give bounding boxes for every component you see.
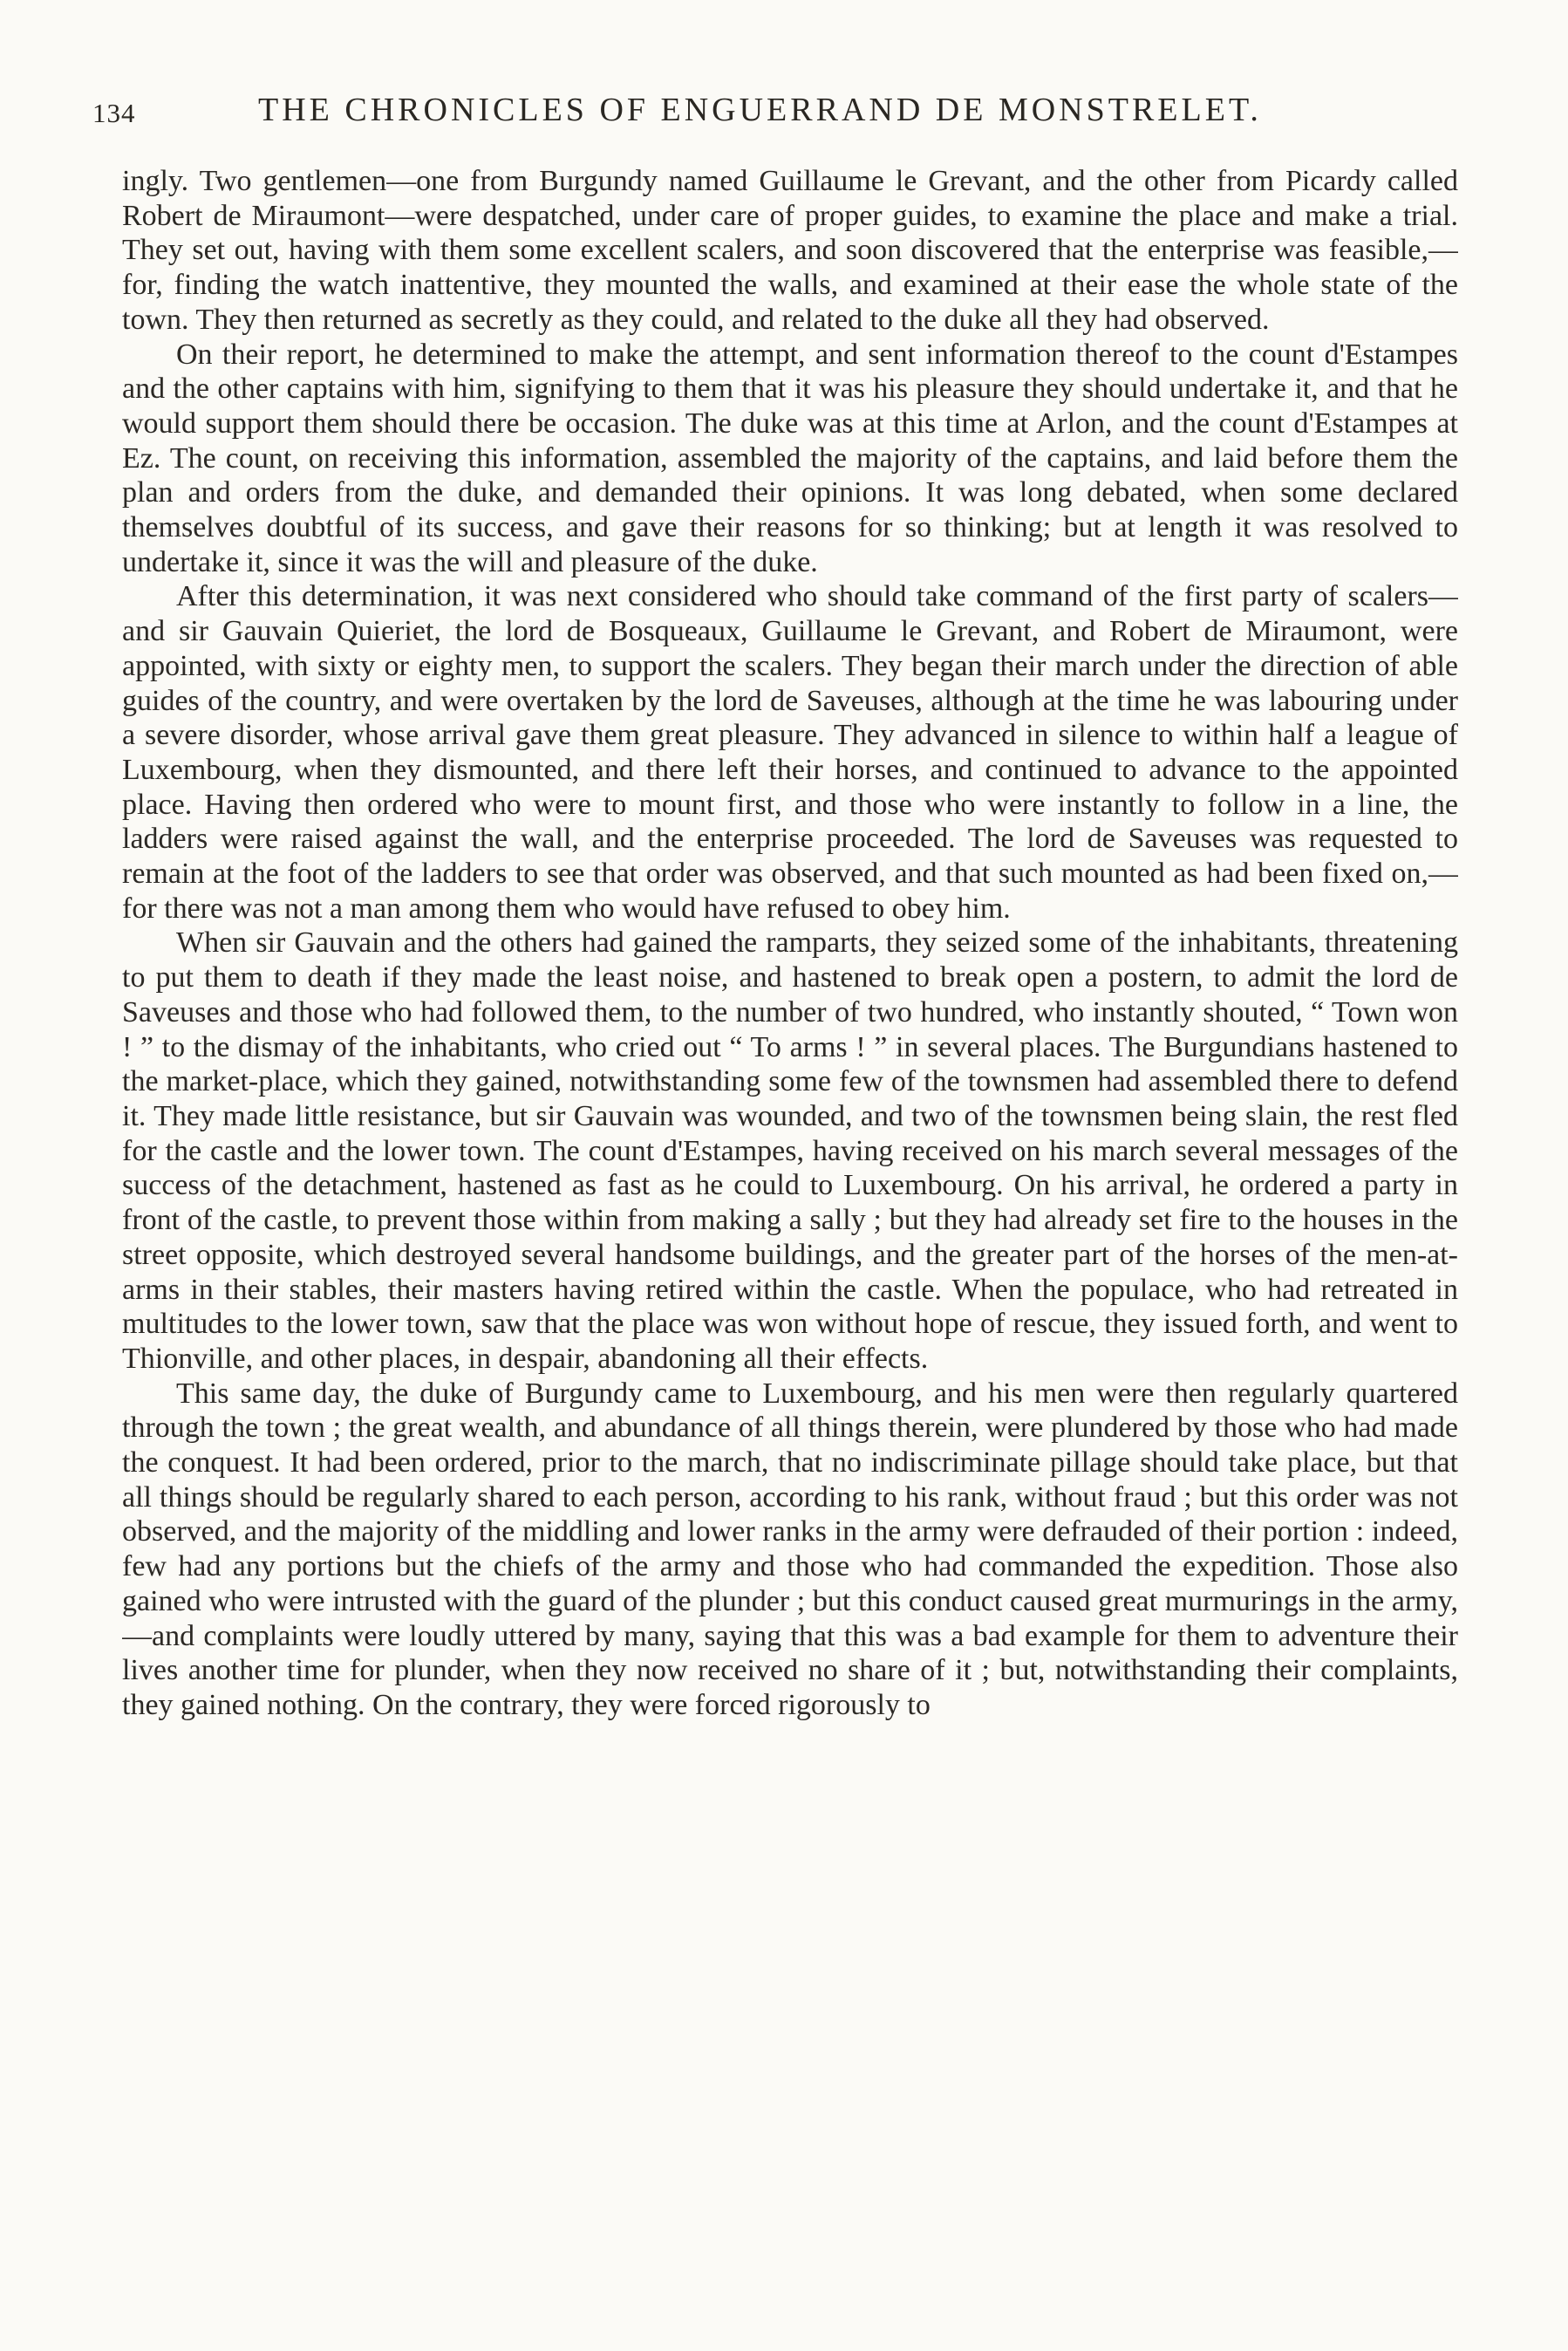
page-number: 134 [92,98,136,128]
paragraph: On their report, he determined to make the attempt, and sent information thereof to the count d'Estampes and the other captains with him, signifying to them that it was his pleasure they should undertake it, and that he would support them should there be occasion. The duke was at this time at Arlon, and the count d'Estampes at Ez. The count, on receiving this information, assembled the majority of the captains, and laid before them the plan and orders from the duke, and demanded their opinions. It was long debated, when some declared themselves doubtful of its success, and gave their reasons for so thinking; but at length it was resolved to undertake it, since it was the will and pleasure of the duke. [122,338,1458,578]
body-text [122,164,1458,2275]
paragraph: This same day, the duke of Burgundy came to Luxembourg, and his men were then regularly quartered through the town ; the great wealth, and abundance of all things therein, were plundered by those who had made the conquest. It had been ordered, prior to the march, that no indiscriminate pillage should take place, but that all things should be regularly shared to each person, according to his rank, without fraud ; but this order was not observed, and the majority of the middling and lower ranks in the army were defrauded of their portion : indeed, few had any portions but the chiefs of the army and those who had commanded the expedition. Those also gained who were intrusted with the guard of the plunder ; but this conduct caused great murmurings in the army,—and complaints were loudly uttered by many, saying that this was a bad example for them to adventure their lives another time for plunder, when they now received no share of it ; but, notwithstanding their complaints, they gained nothing. On the contrary, they were forced rigorously to [122,1377,1458,1721]
paragraph: When sir Gauvain and the others had gained the ramparts, they seized some of the inhabitants, threatening to put them to death if they made the least noise, and hastened to break open a postern, to admit the lord de Saveuses and those who had followed them, to the number of two hundred, who instantly shouted, “ Town won ! ” to the dismay of the inhabitants, who cried out “ To arms ! ” in several places. The Burgundians hastened to the market-place, which they gained, notwithstanding some few of the townsmen had assembled there to defend it. They made little resistance, but sir Gauvain was wounded, and two of the townsmen being slain, the rest fled for the castle and the lower town. The count d'Estampes, having received on his march several messages of the success of the detachment, hastened as fast as he could to Luxembourg. On his arrival, he ordered a party in front of the castle, to prevent those within from making a sally ; but they had already set fire to the houses in the street opposite, which destroyed several handsome buildings, and the greater part of the horses of the men-at-arms in their stables, their masters having retired within the castle. When the populace, who had retreated in multitudes to the lower town, saw that the place was won without hope of rescue, they issued forth, and went to Thionville, and other places, in despair, abandoning all their effects. [122,926,1458,1375]
paragraph: After this determination, it was next considered who should take command of the first party of scalers—and sir Gauvain Quieriet, the lord de Bosqueaux, Guillaume le Grevant, and Robert de Miraumont, were appointed, with sixty or eighty men, to support the scalers. They began their march under the direction of able guides of the country, and were overtaken by the lord de Saveuses, although at the time he was labouring under a severe disorder, whose arrival gave them great pleasure. They advanced in silence to within half a league of Luxembourg, when they dismounted, and there left their horses, and continued to advance to the appointed place. Having then ordered who were to mount first, and those who were instantly to follow in a line, the ladders were raised against the wall, and the enterprise proceeded. The lord de Saveuses was requested to remain at the foot of the ladders to see that order was observed, and that such mounted as had been fixed on,—for there was not a man among them who would have refused to obey him. [122,580,1458,925]
page-header [92,91,1462,134]
running-title: THE CHRONICLES OF ENGUERRAND DE MONSTRELET. [258,92,1262,128]
paragraph: ingly. Two gentlemen—one from Burgundy named Guillaume le Grevant, and the other from Picardy called Robert de Miraumont—were despatched, under care of proper guides, to examine the place and make a trial. They set out, having with them some excellent scalers, and soon discovered that the enterprise was feasible,—for, finding the watch inattentive, they mounted the walls, and examined at their ease the whole state of the town. They then returned as secretly as they could, and related to the duke all they had observed. [122,165,1458,336]
